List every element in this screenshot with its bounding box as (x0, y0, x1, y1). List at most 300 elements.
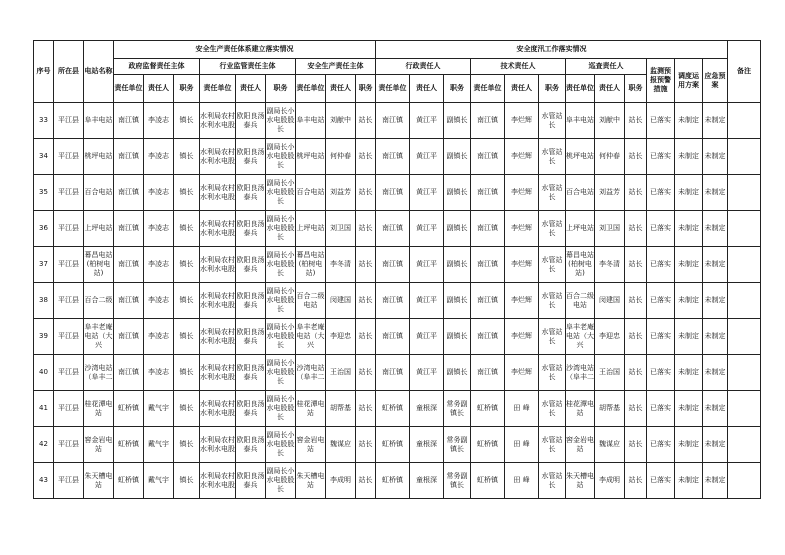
cell: 南江镇 (114, 355, 144, 391)
cell: 百合二级 (84, 283, 114, 319)
header-flood-safety: 安全度汛工作落实情况 (376, 41, 728, 59)
cell: 站长 (356, 463, 376, 499)
cell: 副镇长 (444, 139, 471, 175)
cell: 平江县 (54, 355, 84, 391)
cell (728, 283, 761, 319)
cell: 李烂辉 (505, 211, 539, 247)
cell: 李烂辉 (505, 283, 539, 319)
cell: 黄江平 (410, 355, 444, 391)
cell: 虹桥镇 (376, 463, 410, 499)
cell: 未制定 (703, 175, 728, 211)
cell: 李迎忠 (595, 319, 625, 355)
cell: 水利局农村水利水电股 (200, 247, 236, 283)
cell: 平江县 (54, 103, 84, 139)
cell: 李凌志 (144, 283, 174, 319)
cell: 南江镇 (376, 247, 410, 283)
cell: 水利局农村水利水电股 (200, 355, 236, 391)
header-production-subject: 安全生产责任主体 (296, 59, 376, 75)
cell: 副镇长 (444, 283, 471, 319)
cell: 站长 (356, 175, 376, 211)
cell: 魏谋应 (326, 427, 356, 463)
table-row (34, 319, 761, 355)
cell: 李烂辉 (505, 319, 539, 355)
cell: 副局长小水电股股长 (266, 283, 296, 319)
header-responsibility-system: 安全生产责任体系建立落实情况 (114, 41, 376, 59)
cell: 南江镇 (471, 175, 505, 211)
cell: 桂花潭电站 (84, 391, 114, 427)
cell: 黄江平 (410, 139, 444, 175)
cell: 桂花潭电站 (296, 391, 326, 427)
safety-responsibility-table (33, 40, 761, 499)
cell: 水管站长 (539, 391, 566, 427)
header-person: 责任人 (410, 75, 444, 103)
cell: 阜丰老庵电站（大兴 (296, 319, 326, 355)
cell: 41 (34, 391, 54, 427)
cell: 何仲春 (326, 139, 356, 175)
cell: 黄江平 (410, 319, 444, 355)
header-unit: 责任单位 (200, 75, 236, 103)
cell: 水利局农村水利水电股 (200, 391, 236, 427)
cell: 水利局农村水利水电股 (200, 175, 236, 211)
cell: 桃坪电站 (566, 139, 595, 175)
cell: 站长 (625, 319, 647, 355)
table-row (34, 463, 761, 499)
cell: 站长 (625, 211, 647, 247)
cell: 常务副镇长 (444, 391, 471, 427)
table-row (34, 391, 761, 427)
cell: 水利局农村水利水电股 (200, 103, 236, 139)
cell: 未制定 (675, 211, 703, 247)
header-person: 责任人 (236, 75, 266, 103)
cell: 未制定 (703, 463, 728, 499)
cell: 幕昌电站(柏树电站) (296, 247, 326, 283)
header-emergency-plan: 应急预案 (703, 59, 728, 103)
cell: 站长 (356, 355, 376, 391)
cell: 已落实 (647, 175, 675, 211)
cell: 百合二级电站 (566, 283, 595, 319)
cell: 朱天槽电站 (84, 463, 114, 499)
cell: 已落实 (647, 211, 675, 247)
table-row (34, 427, 761, 463)
cell: 未制定 (675, 355, 703, 391)
cell: 南江镇 (114, 103, 144, 139)
cell: 未制定 (675, 139, 703, 175)
cell: 42 (34, 427, 54, 463)
table-row (34, 283, 761, 319)
cell: 34 (34, 139, 54, 175)
safety-table-sheet (33, 40, 761, 499)
cell: 沙湾电站（阜丰二 (296, 355, 326, 391)
cell: 水利局农村水利水电股 (200, 283, 236, 319)
cell: 副局长小水电股股长 (266, 319, 296, 355)
cell: 南江镇 (114, 139, 144, 175)
cell: 水管站长 (539, 139, 566, 175)
cell: 已落实 (647, 463, 675, 499)
cell: 王治国 (326, 355, 356, 391)
cell: 南江镇 (471, 319, 505, 355)
cell: 副镇长 (444, 355, 471, 391)
table-row (34, 103, 761, 139)
header-admin-responsible: 行政责任人 (376, 59, 471, 75)
cell: 南江镇 (471, 355, 505, 391)
cell: 平江县 (54, 283, 84, 319)
header-gov-supervision: 政府监督责任主体 (114, 59, 200, 75)
cell: 上坪电站 (296, 211, 326, 247)
cell: 欧阳良汤泰兵 (236, 247, 266, 283)
cell: 李凌志 (144, 211, 174, 247)
cell: 欧阳良汤泰兵 (236, 391, 266, 427)
cell: 刘献中 (326, 103, 356, 139)
cell (728, 139, 761, 175)
cell: 未制定 (703, 283, 728, 319)
cell: 水管站长 (539, 283, 566, 319)
cell: 已落实 (647, 103, 675, 139)
cell: 南江镇 (114, 319, 144, 355)
header-position: 职务 (539, 75, 566, 103)
header-position: 职务 (266, 75, 296, 103)
cell (728, 211, 761, 247)
cell: 阜丰电站 (84, 103, 114, 139)
cell: 南江镇 (471, 139, 505, 175)
cell: 胡帮基 (595, 391, 625, 427)
cell: 虹桥镇 (114, 463, 144, 499)
cell: 镇长 (174, 283, 200, 319)
cell: 站长 (625, 463, 647, 499)
cell: 水管站长 (539, 175, 566, 211)
cell: 南江镇 (471, 211, 505, 247)
cell: 黄江平 (410, 247, 444, 283)
cell: 镇长 (174, 247, 200, 283)
cell: 幕昌电站(柏树电站) (566, 247, 595, 283)
cell: 阜丰电站 (566, 103, 595, 139)
cell: 平江县 (54, 211, 84, 247)
cell: 窖金岩电站 (296, 427, 326, 463)
header-remark: 备注 (728, 41, 761, 103)
cell (728, 463, 761, 499)
cell: 镇长 (174, 139, 200, 175)
header-dispatch-plan: 调度运用方案 (675, 59, 703, 103)
cell: 李凌志 (144, 175, 174, 211)
cell: 站长 (356, 103, 376, 139)
header-unit: 责任单位 (114, 75, 144, 103)
cell: 魏谋应 (595, 427, 625, 463)
cell: 南江镇 (376, 103, 410, 139)
cell: 镇长 (174, 463, 200, 499)
cell: 水管站长 (539, 463, 566, 499)
cell: 李烂辉 (505, 139, 539, 175)
cell: 李冬清 (595, 247, 625, 283)
cell: 镇长 (174, 355, 200, 391)
cell: 王治国 (595, 355, 625, 391)
cell: 副镇长 (444, 319, 471, 355)
cell: 南江镇 (114, 247, 144, 283)
cell: 百合电站 (84, 175, 114, 211)
cell: 水管站长 (539, 247, 566, 283)
cell: 刘卫国 (595, 211, 625, 247)
cell: 朱天槽电站 (566, 463, 595, 499)
header-person: 责任人 (326, 75, 356, 103)
cell: 站长 (356, 211, 376, 247)
cell: 站长 (625, 103, 647, 139)
cell: 南江镇 (376, 283, 410, 319)
cell: 何仲春 (595, 139, 625, 175)
table-row (34, 175, 761, 211)
cell: 37 (34, 247, 54, 283)
cell: 李成明 (326, 463, 356, 499)
cell: 戴气宇 (144, 463, 174, 499)
cell: 水利局农村水利水电股 (200, 427, 236, 463)
cell: 35 (34, 175, 54, 211)
cell: 镇长 (174, 319, 200, 355)
cell: 戴气宇 (144, 427, 174, 463)
cell: 田 峰 (505, 463, 539, 499)
cell: 虹桥镇 (376, 391, 410, 427)
cell: 南江镇 (114, 211, 144, 247)
cell: 欧阳良汤泰兵 (236, 139, 266, 175)
header-position: 职务 (625, 75, 647, 103)
header-unit: 责任单位 (566, 75, 595, 103)
table-row (34, 139, 761, 175)
cell: 水管站长 (539, 211, 566, 247)
cell: 副镇长 (444, 175, 471, 211)
cell: 副局长小水电股股长 (266, 139, 296, 175)
cell: 已落实 (647, 247, 675, 283)
cell: 副镇长 (444, 247, 471, 283)
header-unit: 责任单位 (376, 75, 410, 103)
cell: 镇长 (174, 175, 200, 211)
cell: 已落实 (647, 391, 675, 427)
header-county: 所在县 (54, 41, 84, 103)
cell: 李迎忠 (326, 319, 356, 355)
cell: 36 (34, 211, 54, 247)
cell: 百合二级电站 (296, 283, 326, 319)
cell: 39 (34, 319, 54, 355)
cell: 李冬清 (326, 247, 356, 283)
cell: 水利局农村水利水电股 (200, 463, 236, 499)
cell: 李烂辉 (505, 103, 539, 139)
cell: 站长 (625, 355, 647, 391)
cell: 幕昌电站(柏树电站) (84, 247, 114, 283)
cell: 田 峰 (505, 427, 539, 463)
cell: 已落实 (647, 427, 675, 463)
header-tech-responsible: 技术责任人 (471, 59, 566, 75)
cell: 李凌志 (144, 103, 174, 139)
cell: 李烂辉 (505, 175, 539, 211)
cell: 田 峰 (505, 391, 539, 427)
cell: 镇长 (174, 391, 200, 427)
cell: 未制定 (703, 103, 728, 139)
cell: 副局长小水电股股长 (266, 391, 296, 427)
cell: 欧阳良汤泰兵 (236, 355, 266, 391)
cell (728, 391, 761, 427)
cell: 南江镇 (376, 175, 410, 211)
cell: 平江县 (54, 463, 84, 499)
cell: 已落实 (647, 283, 675, 319)
cell: 欧阳良汤泰兵 (236, 319, 266, 355)
cell: 水管站长 (539, 355, 566, 391)
cell: 已落实 (647, 355, 675, 391)
cell: 未制定 (703, 211, 728, 247)
cell: 刘益芳 (326, 175, 356, 211)
cell: 童根深 (410, 391, 444, 427)
cell: 副局长小水电股股长 (266, 463, 296, 499)
table-row (34, 247, 761, 283)
cell: 站长 (625, 175, 647, 211)
cell: 虹桥镇 (471, 391, 505, 427)
cell: 童根深 (410, 463, 444, 499)
cell: 副局长小水电股股长 (266, 103, 296, 139)
cell: 平江县 (54, 175, 84, 211)
cell: 虹桥镇 (471, 463, 505, 499)
cell: 闵建国 (595, 283, 625, 319)
header-position: 职务 (356, 75, 376, 103)
cell: 站长 (625, 427, 647, 463)
cell: 李凌志 (144, 247, 174, 283)
cell: 欧阳良汤泰兵 (236, 427, 266, 463)
cell: 站长 (625, 139, 647, 175)
cell: 虹桥镇 (114, 391, 144, 427)
cell: 未制定 (675, 247, 703, 283)
cell: 未制定 (675, 103, 703, 139)
cell: 副局长小水电股股长 (266, 247, 296, 283)
cell: 李成明 (595, 463, 625, 499)
cell: 33 (34, 103, 54, 139)
cell: 南江镇 (376, 139, 410, 175)
cell: 桃坪电站 (296, 139, 326, 175)
header-seq: 序号 (34, 41, 54, 103)
cell: 黄江平 (410, 283, 444, 319)
cell: 水管站长 (539, 103, 566, 139)
cell: 刘卫国 (326, 211, 356, 247)
header-unit: 责任单位 (471, 75, 505, 103)
header-person: 责任人 (595, 75, 625, 103)
cell: 站长 (356, 319, 376, 355)
cell: 未制定 (703, 391, 728, 427)
cell: 站长 (625, 247, 647, 283)
cell: 副局长小水电股股长 (266, 175, 296, 211)
cell (728, 427, 761, 463)
cell: 水管站长 (539, 427, 566, 463)
cell: 平江县 (54, 391, 84, 427)
cell: 常务副镇长 (444, 463, 471, 499)
cell: 李烂辉 (505, 247, 539, 283)
cell: 已落实 (647, 139, 675, 175)
cell: 未制定 (675, 319, 703, 355)
cell: 镇长 (174, 211, 200, 247)
cell: 黄江平 (410, 103, 444, 139)
cell: 水管站长 (539, 319, 566, 355)
cell: 已落实 (647, 319, 675, 355)
cell: 南江镇 (471, 283, 505, 319)
cell: 百合电站 (296, 175, 326, 211)
cell: 未制定 (675, 391, 703, 427)
cell: 副局长小水电股股长 (266, 211, 296, 247)
cell: 南江镇 (376, 355, 410, 391)
cell: 沙湾电站（阜丰二 (84, 355, 114, 391)
cell (728, 175, 761, 211)
cell: 李凌志 (144, 139, 174, 175)
cell: 40 (34, 355, 54, 391)
cell: 站长 (356, 391, 376, 427)
cell: 虹桥镇 (471, 427, 505, 463)
cell: 欧阳良汤泰兵 (236, 211, 266, 247)
table-row (34, 355, 761, 391)
cell: 上坪电站 (566, 211, 595, 247)
cell: 南江镇 (471, 247, 505, 283)
cell: 刘献中 (595, 103, 625, 139)
cell (728, 247, 761, 283)
header-person: 责任人 (144, 75, 174, 103)
cell: 未制定 (675, 175, 703, 211)
cell: 43 (34, 463, 54, 499)
cell: 虹桥镇 (376, 427, 410, 463)
cell: 未制定 (703, 355, 728, 391)
cell: 南江镇 (376, 319, 410, 355)
cell: 黄江平 (410, 175, 444, 211)
cell: 欧阳良汤泰兵 (236, 103, 266, 139)
cell: 阜丰老庵电站（大兴 (84, 319, 114, 355)
cell: 胡帮基 (326, 391, 356, 427)
header-position: 职务 (174, 75, 200, 103)
cell: 南江镇 (114, 283, 144, 319)
cell: 未制定 (675, 427, 703, 463)
cell: 百合电站 (566, 175, 595, 211)
cell: 上坪电站 (84, 211, 114, 247)
header-industry-supervision: 行业监管责任主体 (200, 59, 296, 75)
cell: 副局长小水电股股长 (266, 427, 296, 463)
cell: 桂花潭电站 (566, 391, 595, 427)
cell: 站长 (356, 283, 376, 319)
cell: 未制定 (675, 463, 703, 499)
cell: 欧阳良汤泰兵 (236, 283, 266, 319)
cell: 站长 (356, 247, 376, 283)
cell: 镇长 (174, 427, 200, 463)
header-station: 电站名称 (84, 41, 114, 103)
table-row (34, 211, 761, 247)
cell: 平江县 (54, 139, 84, 175)
cell: 站长 (356, 139, 376, 175)
cell: 平江县 (54, 319, 84, 355)
cell: 李凌志 (144, 355, 174, 391)
cell: 阜丰电站 (296, 103, 326, 139)
cell: 朱天槽电站 (296, 463, 326, 499)
header-patrol-responsible: 巡查责任人 (566, 59, 647, 75)
cell: 水利局农村水利水电股 (200, 211, 236, 247)
cell: 欧阳良汤泰兵 (236, 463, 266, 499)
cell: 水利局农村水利水电股 (200, 139, 236, 175)
cell: 沙湾电站（阜丰二 (566, 355, 595, 391)
header-unit: 责任单位 (296, 75, 326, 103)
cell: 未制定 (703, 319, 728, 355)
header-position: 职务 (444, 75, 471, 103)
table-body (34, 103, 761, 499)
cell: 虹桥镇 (114, 427, 144, 463)
cell: 站长 (625, 283, 647, 319)
cell: 平江县 (54, 427, 84, 463)
cell: 南江镇 (114, 175, 144, 211)
header-person: 责任人 (505, 75, 539, 103)
cell: 桃坪电站 (84, 139, 114, 175)
cell: 副镇长 (444, 103, 471, 139)
cell: 南江镇 (471, 103, 505, 139)
cell: 李烂辉 (505, 355, 539, 391)
cell: 童根深 (410, 427, 444, 463)
cell: 未制定 (703, 139, 728, 175)
cell: 水利局农村水利水电股 (200, 319, 236, 355)
cell: 未制定 (703, 247, 728, 283)
cell: 南江镇 (376, 211, 410, 247)
cell: 李凌志 (144, 319, 174, 355)
